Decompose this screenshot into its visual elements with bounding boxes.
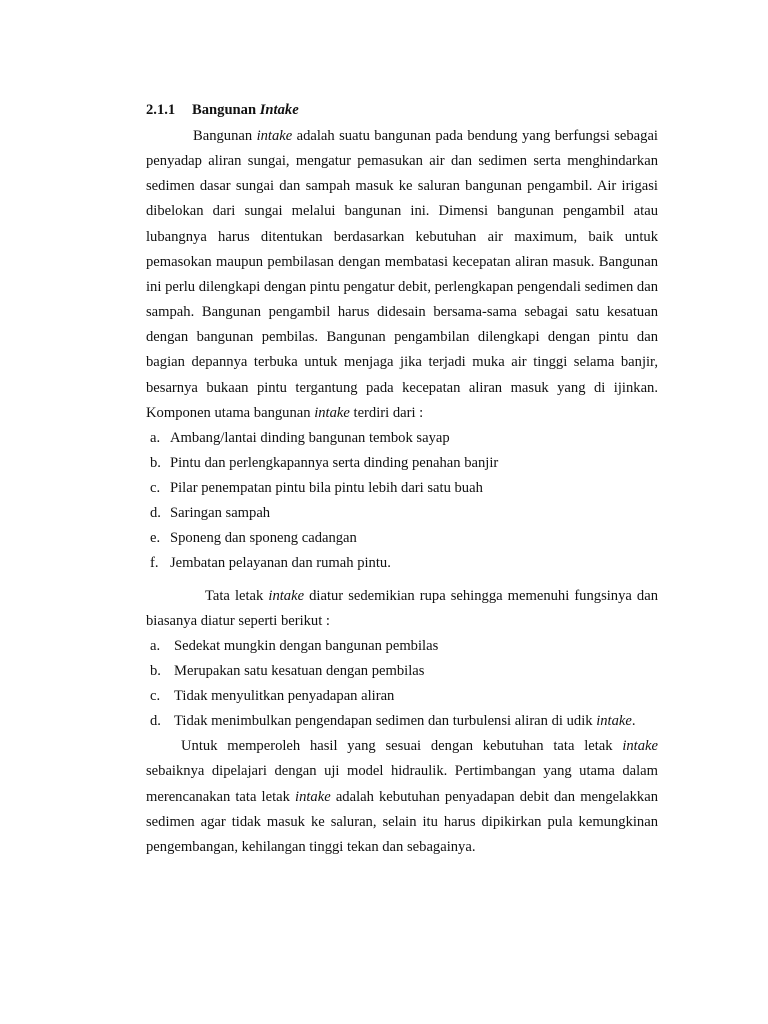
list-item: b. Pintu dan perlengkapannya serta dinding penahan banjir xyxy=(150,454,499,471)
paragraph-model-test: Untuk memperoleh hasil yang sesuai dengan kebutuhan tata letak intake sebaiknya dipelajari dengan uji model hidraulik. Pertimbangan yang utama dalam merencanakan tata letak intake adalah kebutuhan penyadapan debit dan mengelakkan sedimen agar tidak masuk ke saluran, selain itu harus dipikirkan pula kemungkinan pengembangan, kehilangan tinggi tekan dan sebagainya. xyxy=(146,738,658,855)
list-item: d. Saringan sampah xyxy=(150,504,271,521)
list-item: f. Jembatan pelayanan dan rumah pintu. xyxy=(150,554,391,571)
document-page xyxy=(146,100,658,860)
list-item: e. Sponeng dan sponeng cadangan xyxy=(150,529,357,546)
section-number: 2.1.1 xyxy=(146,102,176,118)
section-title-italic: Intake xyxy=(259,102,299,118)
list-item: a. Ambang/lantai dinding bangunan tembok sayap xyxy=(150,429,450,446)
list-item: c. Tidak menyulitkan penyadapan aliran xyxy=(150,688,395,705)
list-item: d. Tidak menimbulkan pengendapan sedimen dan turbulensi aliran di udik intake. xyxy=(150,713,636,730)
layout-list xyxy=(146,634,658,734)
component-list xyxy=(146,426,658,576)
section-title: Bangunan xyxy=(192,102,260,118)
paragraph-intro: Bangunan intake adalah suatu bangunan pada bendung yang berfungsi sebagai penyadap aliran sungai, mengatur pemasukan air dan sedimen serta menghindarkan sedimen dasar sungai dan sampah masuk ke saluran bangunan pengambil. Air irigasi dibelokan dari sungai melalui bangunan ini. Dimensi bangunan pengambil atau lubangnya harus ditentukan berdasarkan kebutuhan air maximum, baik untuk pemasokan maupun pembilasan dengan membatasi kecepatan aliran masuk. Bangunan ini perlu dilengkapi dengan pintu pengatur debit, perlengkapan pengendali sedimen dan sampah. Bangunan pengambil harus didesain bersama-sama sebagai satu kesatuan dengan bangunan pembilas. Bangunan pengambilan dilengkapi dengan pintu dan bagian depannya terbuka untuk menjaga jika terjadi muka air tinggi selama banjir, besarnya bukaan pintu tergantung pada kecepatan aliran masuk yang di ijinkan. Komponen utama bangunan intake terdiri dari : xyxy=(146,128,658,421)
list-item: b. Merupakan satu kesatuan dengan pembilas xyxy=(150,663,425,680)
list-item: c. Pilar penempatan pintu bila pintu lebih dari satu buah xyxy=(150,479,483,496)
section-heading xyxy=(146,100,658,120)
list-item: a. Sedekat mungkin dengan bangunan pembilas xyxy=(150,638,439,655)
paragraph-layout: Tata letak intake diatur sedemikian rupa sehingga memenuhi fungsinya dan biasanya diatur seperti berikut : xyxy=(146,587,658,630)
